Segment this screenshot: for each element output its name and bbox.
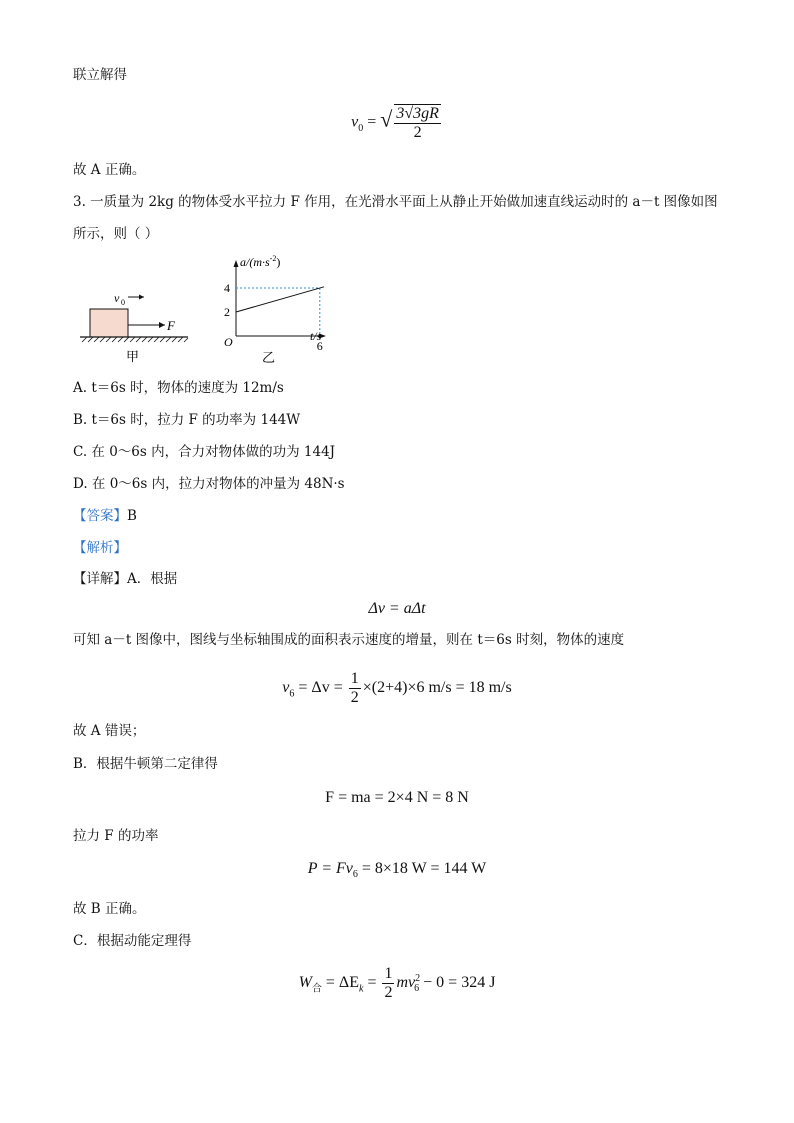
text-line: 故 A 正确。 xyxy=(73,162,146,178)
equation-work: $W_合 = \Delta E_k$ = $\frac{1}{2}$ $mv^2_6 - 0 = 324$ J xyxy=(298,965,496,1001)
text-line: 故 B 正确。 xyxy=(73,901,146,917)
answer-tag: 【答案】 xyxy=(73,508,127,524)
y-axis-label: $a/(m\cdot s^{-2})$ xyxy=(240,254,281,269)
equation-v0: $v_0$ = √ $\frac{3√3gR}{2}$ xyxy=(351,105,439,141)
text-line: 拉力 F 的功率 xyxy=(73,828,159,844)
question-stem: 3. 一质量为 2kg 的物体受水平拉力 F 作用，在光滑水平面上从静止开始做加速直线运动时的 a－t 图像如图 xyxy=(73,194,718,210)
analysis-tag: 【解析】 xyxy=(73,540,127,556)
equation-dv: Δv = aΔt xyxy=(368,600,426,617)
equation-v6: $v_6 = \Delta v$ = $\frac{1}{2}$ ×(2+4)×6 m/s = 18 m/s xyxy=(282,670,512,706)
text-line: 可知 a－t 图像中，图线与坐标轴围成的面积表示速度的增量，则在 t＝6s 时刻，物体的速度 xyxy=(73,632,625,648)
ground-hatch xyxy=(82,337,188,342)
svg-text:0: 0 xyxy=(121,298,125,307)
x-axis-label: t/s xyxy=(310,329,322,343)
figure-caption: 乙 xyxy=(262,350,276,365)
text-line: 联立解得 xyxy=(73,67,127,83)
text-line: 故 A 错误； xyxy=(73,723,146,739)
figure-block-diagram xyxy=(70,285,200,365)
y-tick-label: 2 xyxy=(224,305,230,319)
svg-text:F: F xyxy=(167,318,175,333)
option-c[interactable]: C. 在 0～6s 内，合力对物体做的功为 144J xyxy=(73,444,336,460)
option-a[interactable]: A. t＝6s 时，物体的速度为 12m/s xyxy=(73,380,284,396)
equation-force: F = ma = 2×4 N = 8 N xyxy=(325,789,469,806)
y-tick-label: 4 xyxy=(224,281,230,295)
series-line xyxy=(236,287,324,312)
svg-text:v: v xyxy=(114,291,120,305)
block xyxy=(90,309,128,337)
option-d[interactable]: D. 在 0～6s 内，拉力对物体的冲量为 48N·s xyxy=(73,476,345,492)
x-tick-label: 6 xyxy=(316,339,323,353)
figure-a-t-graph xyxy=(218,248,348,366)
detail-line: 【详解】A．根据 xyxy=(73,571,178,587)
answer-line xyxy=(73,507,137,525)
question-stem: 所示，则（ ） xyxy=(73,226,159,242)
equation-power: $P = Fv_6 = 8\times 18$ W = 144 W xyxy=(307,860,487,881)
text-line: B．根据牛顿第二定律得 xyxy=(73,756,218,772)
option-b[interactable]: B. t＝6s 时，拉力 F 的功率为 144W xyxy=(73,412,301,428)
svg-text:甲: 甲 xyxy=(126,349,140,364)
answer-value: B xyxy=(127,508,137,524)
text-line: C．根据动能定理得 xyxy=(73,933,192,949)
origin-label: O xyxy=(224,335,233,349)
detail-tag: 【详解】 xyxy=(73,571,127,587)
